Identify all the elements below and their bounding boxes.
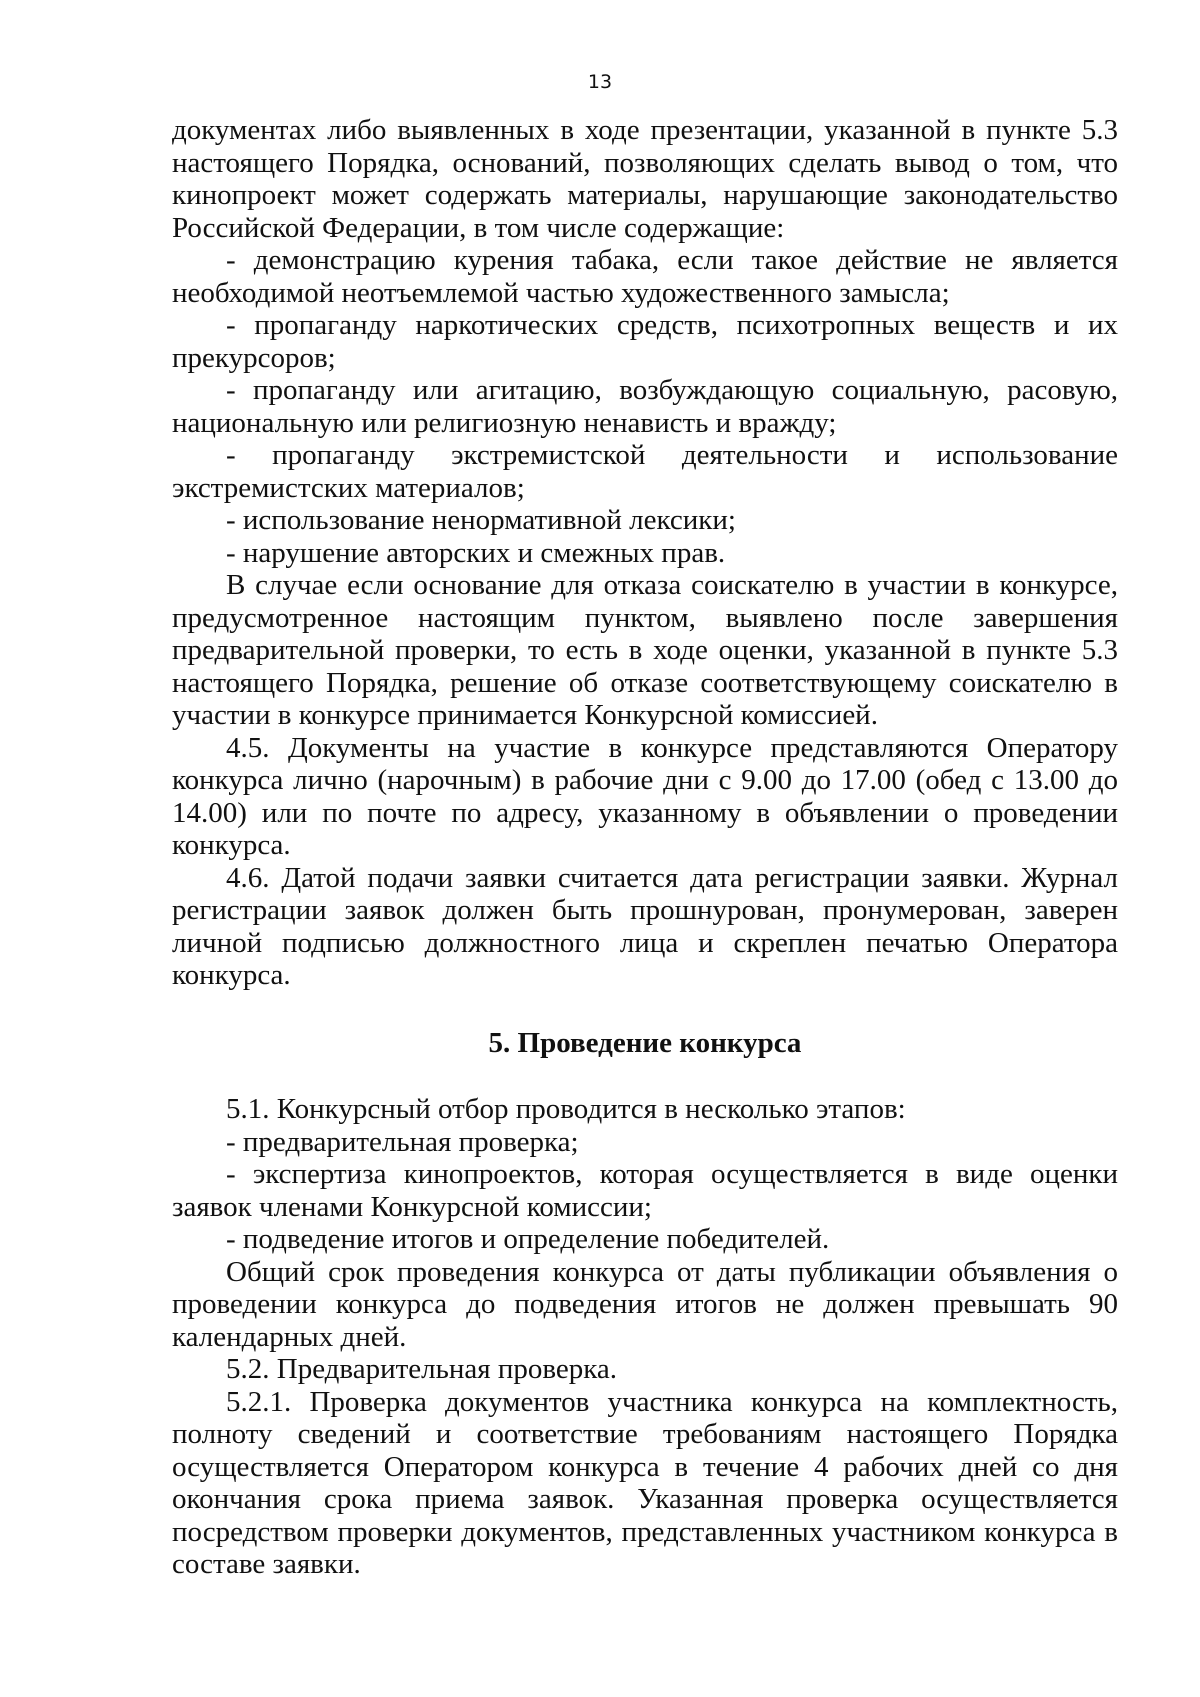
paragraph-5-2-1: 5.2.1. Проверка документов участника конкурса на комплектность, полноту сведений и соответствие требованиям настоящего Порядка осуществляется Оператором конкурса в течение 4 рабочих дней со дня окончания срока приема заявок. Указанная проверка осуществляется посредством проверки документов, представленных участником конкурса в составе заявки. [172,1385,1118,1580]
list-item-copyright: - нарушение авторских и смежных прав. [226,536,726,569]
paragraph-4-5: 4.5. Документы на участие в конкурсе представляются Оператору конкурса лично (нарочным) в рабочие дни с 9.00 до 17.00 (обед с 13.00 до 14.00) или по почте по адресу, указанному в объявлении о проведении конкурса. [172,731,1118,861]
paragraph-5-1: 5.1. Конкурсный отбор проводится в несколько этапов: [226,1093,906,1125]
list-item-narcotics: - пропаганду наркотических средств, психотропных веществ и их прекурсоров; [172,309,1118,374]
list-item-preliminary: - предварительная проверка; [226,1125,579,1158]
paragraph-4-6: 4.6. Датой подачи заявки считается дата регистрации заявки. Журнал регистрации заявок должен быть прошнурован, пронумерован, заверен личной подписью должностного лица и скреплен печатью Оператора конкурса. [172,861,1118,991]
list-item-hatred: - пропаганду или агитацию, возбуждающую социальную, расовую, национальную или религиозную ненависть и вражду; [172,374,1118,439]
list-item-profanity: - использование ненормативной лексики; [226,504,736,536]
page-number: 13 [587,71,613,93]
paragraph-continuation: документах либо выявленных в ходе презентации, указанной в пункте 5.3 настоящего Порядка, оснований, позволяющих сделать вывод о том, что кинопроект может содержать материалы, нарушающие законодательство Российской Федерации, в том числе содержащие: [172,114,1118,244]
list-item-tobacco: - демонстрацию курения табака, если такое действие не является необходимой неотъемлемой частью художественного замысла; [172,244,1118,309]
paragraph-term: Общий срок проведения конкурса от даты публикации объявления о проведении конкурса до подведения итогов не должен превышать 90 календарных дней. [172,1255,1118,1353]
paragraph-5-2: 5.2. Предварительная проверка. [226,1353,618,1385]
document-body [172,114,1118,1581]
list-item-extremism: - пропаганду экстремистской деятельности и использование экстремистских материалов; [172,439,1118,504]
list-item-expertise: - экспертиза кинопроектов, которая осуществляется в виде оценки заявок членами Конкурсной комиссии; [172,1158,1118,1223]
paragraph-refusal: В случае если основание для отказа соискателю в участии в конкурсе, предусмотренное настоящим пунктом, выявлено после завершения предварительной проверки, то есть в ходе оценки, указанной в пункте 5.3 настоящего Порядка, решение об отказе соответствующему соискателю в участии в конкурсе принимается Конкурсной комиссией. [172,569,1118,731]
list-item-results: - подведение итогов и определение победителей. [226,1223,830,1255]
section-heading: 5. Проведение конкурса [488,1026,802,1059]
